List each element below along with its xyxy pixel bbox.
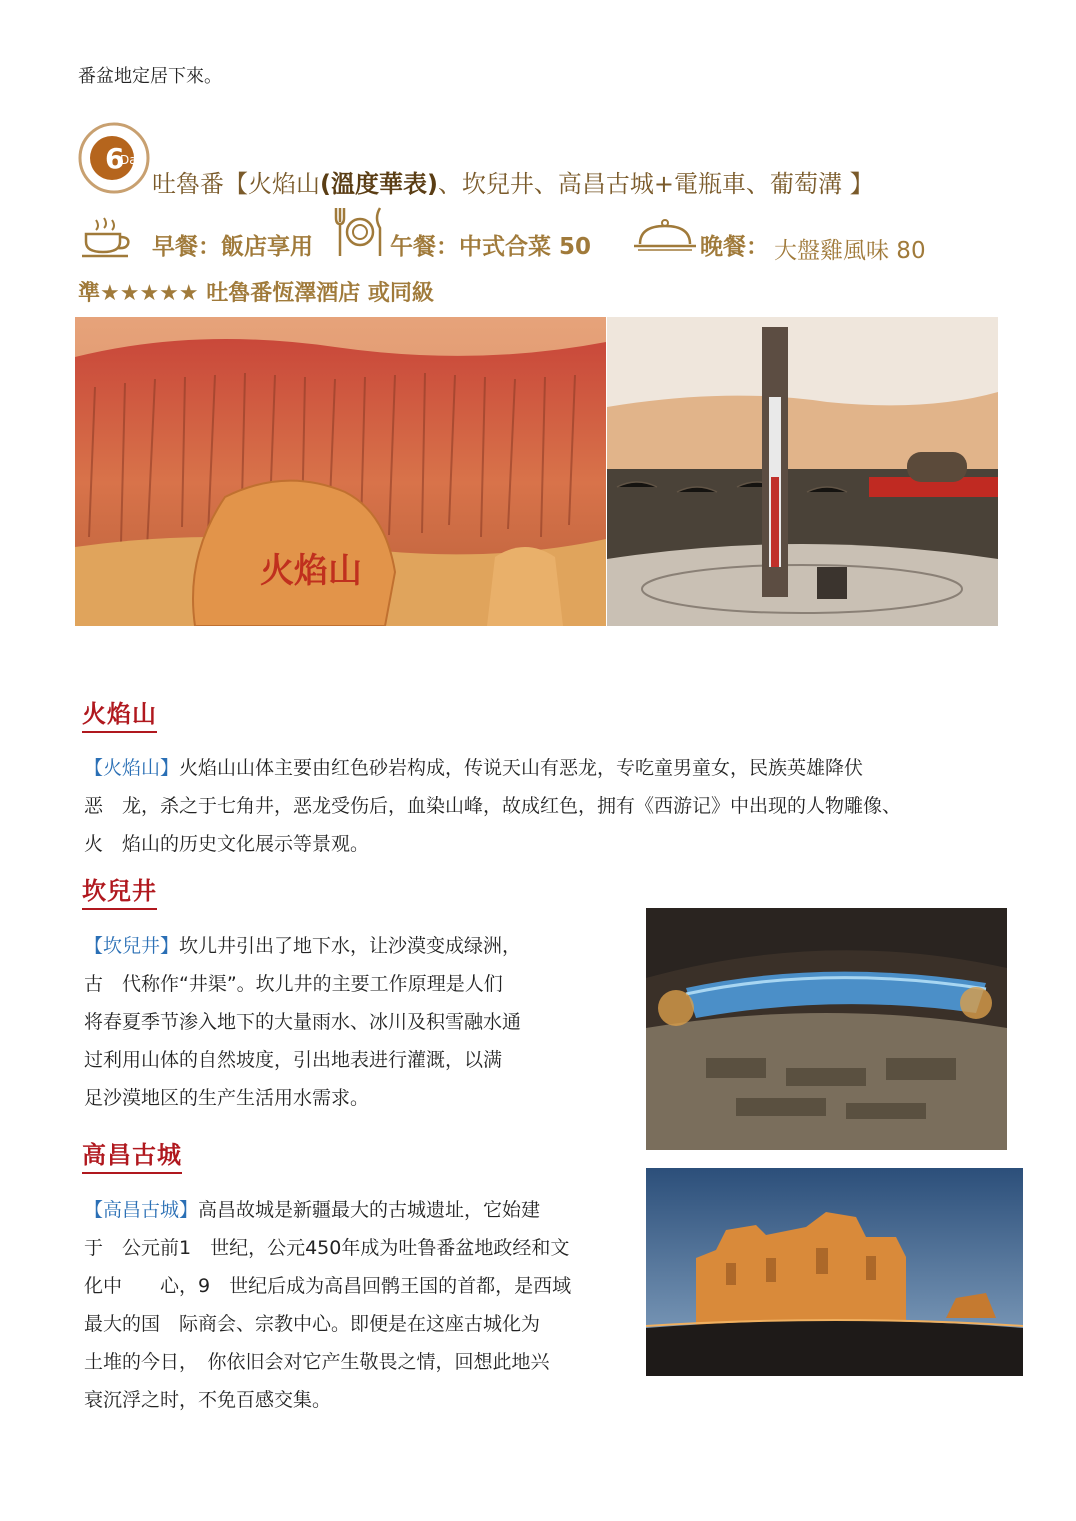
gaochang-photo	[646, 1168, 1023, 1376]
gaochang-illustration	[646, 1168, 1023, 1376]
text-line: 【火焰山】火焰山山体主要由红色砂岩构成，传说天山有恶龙，专吃童男童女，民族英雄降伏	[84, 757, 864, 779]
day-badge-icon	[76, 120, 152, 196]
text-line: 土堆的今日， 你依旧会对它产生敬畏之情，回想此地兴	[84, 1351, 550, 1373]
text-line: 化中 心，9 世纪后成为高昌回鹘王国的首都，是西域	[84, 1275, 572, 1297]
section-text-karez	[84, 927, 624, 1117]
day-title-prefix: 吐魯番【火焰山	[152, 170, 320, 198]
food-cover-icon	[632, 216, 698, 256]
text-line: 将春夏季节渗入地下的大量雨水、冰川及积雪融水通	[84, 1011, 522, 1033]
text-line: 火 焰山的历史文化展示等景观。	[84, 833, 370, 855]
thermometer-pillar-illustration	[607, 317, 998, 626]
section-title-gaochang: 高昌古城	[82, 1135, 182, 1174]
day-title-bold: (溫度華表)	[320, 170, 438, 198]
dinner-value: 大盤雞風味 80	[774, 238, 926, 264]
section-title-karez: 坎兒井	[82, 871, 157, 910]
breakfast-label: 早餐：飯店享用	[152, 234, 313, 260]
text-line: 最大的国 际商会、宗教中心。即便是在这座古城化为	[84, 1313, 541, 1335]
section-text-flaming-mountain	[84, 749, 1004, 863]
meal-row	[80, 212, 980, 268]
section-text-gaochang	[84, 1191, 624, 1419]
mountain-carving-text: 火焰山	[260, 551, 362, 591]
lunch-label: 午餐：中式合菜 50	[390, 234, 592, 260]
section-tag: 【高昌古城】	[84, 1199, 199, 1221]
text-line: 过利用山体的自然坡度，引出地表进行灌溉，以满	[84, 1049, 503, 1071]
flaming-mountain-photo	[75, 317, 606, 626]
flaming-mountain-illustration	[75, 317, 606, 626]
day-unit: Day	[120, 153, 144, 167]
text-line: 衰沉浮之时，不免百感交集。	[84, 1389, 332, 1411]
plate-cutlery-icon	[332, 204, 388, 260]
text-line: 于 公元前1 世纪，公元450年成为吐鲁番盆地政经和文	[84, 1237, 570, 1259]
karez-illustration	[646, 908, 1007, 1150]
day-badge	[76, 120, 152, 196]
section-tag: 【坎兒井】	[84, 935, 180, 957]
day-title	[152, 164, 874, 199]
intro-text: 番盆地定居下來。	[78, 66, 222, 87]
section-title-flaming-mountain: 火焰山	[82, 694, 157, 733]
text-line: 足沙漠地区的生产生活用水需求。	[84, 1087, 370, 1109]
day-number: 6	[105, 142, 125, 175]
dinner-label: 晚餐：	[700, 234, 769, 260]
day-title-suffix: 、坎兒井、高昌古城+電瓶車、葡萄溝 】	[437, 170, 874, 198]
section-tag: 【火焰山】	[84, 757, 180, 779]
text-line: 【坎兒井】坎儿井引出了地下水，让沙漠变成绿洲，	[84, 935, 522, 957]
thermometer-pillar-photo	[607, 317, 998, 626]
text-line: 【高昌古城】高昌故城是新疆最大的古城遗址，它始建	[84, 1199, 541, 1221]
text-line: 古 代称作“井渠”。坎儿井的主要工作原理是人们	[84, 973, 503, 995]
karez-photo	[646, 908, 1007, 1150]
hotel-info: 準★★★★★ 吐魯番恆澤酒店 或同級	[78, 281, 434, 306]
coffee-cup-icon	[80, 216, 134, 260]
text-line: 恶 龙，杀之于七角井，恶龙受伤后，血染山峰，故成红色，拥有《西游记》中出现的人物雕像、	[84, 795, 902, 817]
